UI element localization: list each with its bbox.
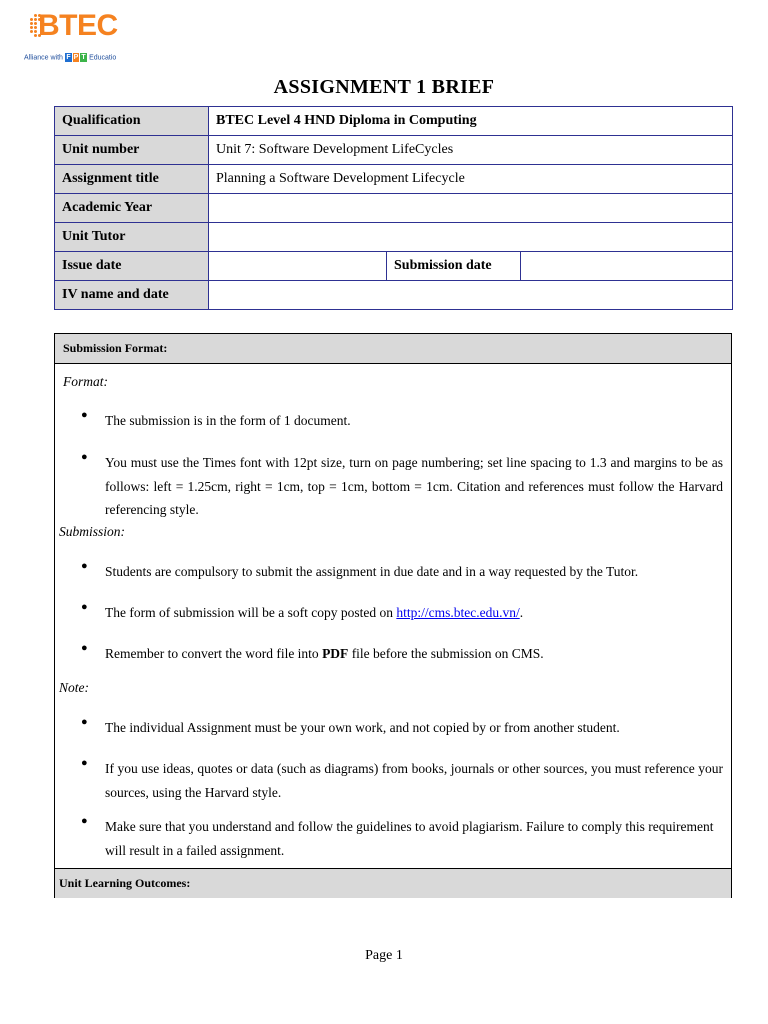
table-row (55, 165, 733, 194)
logo-fpt-p: P (73, 54, 79, 61)
document-title: ASSIGNMENT 1 BRIEF (273, 76, 495, 98)
table-row (55, 281, 733, 310)
assignment-info-table (54, 106, 733, 310)
bullet-icon: ● (81, 642, 88, 654)
bullet-icon: ● (81, 409, 88, 421)
bullet-icon: ● (81, 815, 88, 827)
bullet-icon: ● (81, 451, 88, 463)
logo-fpt-t: T (81, 54, 86, 61)
iv-name-date-label: IV name and date (55, 281, 209, 310)
academic-year-value (209, 194, 733, 223)
bullet-icon: ● (81, 757, 88, 769)
assignment-title-value: Planning a Software Development Lifecycle (209, 165, 733, 194)
unit-tutor-value (209, 223, 733, 252)
submission-format-header: Submission Format: (55, 334, 731, 364)
unit-tutor-label: Unit Tutor (55, 223, 209, 252)
submission-format-box: Submission Format: Format: ● The submission is in the form of 1 document. ● You must use the Times font with 12pt size, turn on page numbering; set line spacing to 1.3 and margins to be as follows: left = 1.25cm, right = 1cm, top = 1cm, bottom = 1cm. Citation and references must follow the Harvard referencing style. Submission: ● Students are compulsory to submit the assignment in due date and in a way requested by the Tutor. ● The form of submission will be a soft copy posted on http://cms.btec.edu.vn/. ● Remember to convert the word file into PDF file before the submission on CMS. Note: ● The individual Assignment must be your own work, and not copied by or from another student. ● If you use ideas, quotes or data (such as diagrams) from books, journals or other sources, you must reference your sources, using the Harvard style. ● Make sure that you understand and follow the guidelines to avoid plagiarism. Failure to comply this requirement will result in a failed assignment. Unit Learning Outcomes: (54, 333, 732, 898)
academic-year-label: Academic Year (55, 194, 209, 223)
assignment-title-label: Assignment title (55, 165, 209, 194)
unit-number-label: Unit number (55, 136, 209, 165)
logo-alliance (24, 53, 116, 63)
table-row (55, 194, 733, 223)
logo-brand: BTEC (38, 9, 118, 42)
unit-number-value: Unit 7: Software Development LifeCycles (209, 136, 733, 165)
page-number: Page 1 (365, 948, 403, 963)
issue-date-label: Issue date (55, 252, 209, 281)
submission-date-value (521, 252, 733, 281)
bullet-icon: ● (81, 560, 88, 572)
format-label: Format: (63, 374, 108, 389)
bullet-icon: ● (81, 716, 88, 728)
submission-label: Submission: (59, 524, 126, 539)
bullet-icon: ● (81, 601, 88, 613)
btec-logo (24, 8, 144, 66)
qualification-label: Qualification (55, 107, 209, 136)
unit-learning-outcomes-header: Unit Learning Outcomes: (55, 868, 731, 898)
note-label: Note: (59, 680, 89, 695)
submission-date-label: Submission date (387, 252, 521, 281)
logo-alliance-prefix: Alliance with (24, 54, 63, 62)
table-row (55, 223, 733, 252)
table-row (55, 252, 733, 281)
iv-name-date-value (209, 281, 733, 310)
cms-link[interactable]: http://cms.btec.edu.vn/ (396, 605, 520, 620)
table-row (55, 107, 733, 136)
logo-fpt-f: F (66, 54, 71, 61)
table-row (55, 136, 733, 165)
issue-date-value (209, 252, 387, 281)
qualification-value: BTEC Level 4 HND Diploma in Computing (209, 107, 733, 136)
logo-education: Educatio (89, 54, 117, 62)
